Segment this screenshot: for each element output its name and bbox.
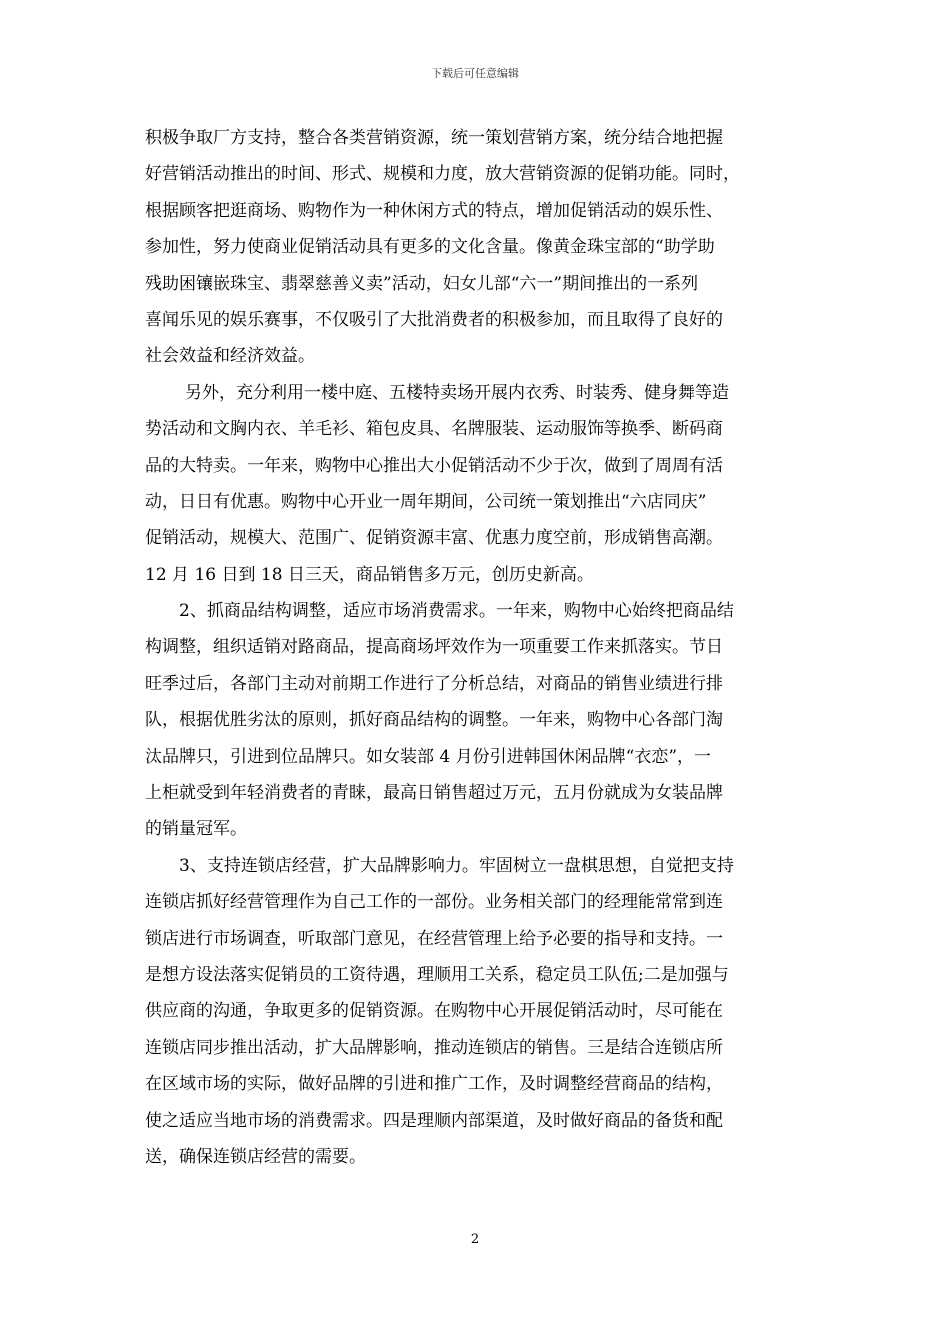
- text-line: 动，日日有优惠。购物中心开业一周年期间，公司统一策划推出“六店同庆”: [145, 491, 707, 512]
- paragraph-4: [145, 848, 805, 1176]
- text-line: 连锁店同步推出活动，扩大品牌影响，推动连锁店的销售。三是结合连锁店所: [145, 1037, 723, 1058]
- text-line: 品的大特卖。一年来，购物中心推出大小促销活动不少于次，做到了周周有活: [145, 455, 723, 476]
- text-line: 势活动和文胸内衣、羊毛衫、箱包皮具、名牌服装、运动服饰等换季、断码商: [145, 419, 723, 440]
- text-line: 参加性，努力使商业促销活动具有更多的文化含量。像黄金珠宝部的“助学助: [145, 237, 715, 258]
- text-line: 12 月 16 日到 18 日三天，商品销售多万元，创历史新高。: [145, 564, 594, 585]
- text-line: 喜闻乐见的娱乐赛事，不仅吸引了大批消费者的积极参加，而且取得了良好的: [145, 309, 723, 330]
- text-line: 残助困镶嵌珠宝、翡翠慈善义卖”活动，妇女儿部“六一”期间推出的一系列: [145, 273, 699, 294]
- text-line: 是想方设法落实促销员的工资待遇，理顺用工关系，稳定员工队伍;二是加强与: [145, 964, 729, 985]
- paragraph-3: [145, 593, 805, 848]
- text-line: 队，根据优胜劣汰的原则，抓好商品结构的调整。一年来，购物中心各部门淘: [145, 710, 723, 731]
- text-line: 上柜就受到年轻消费者的青睐，最高日销售超过万元，五月份就成为女装品牌: [145, 783, 723, 804]
- text-line: 锁店进行市场调查，听取部门意见，在经营管理上给予必要的指导和支持。一: [145, 928, 723, 949]
- paragraph-1: [145, 120, 805, 375]
- text-line: 使之适应当地市场的消费需求。四是理顺内部渠道，及时做好商品的备货和配: [145, 1110, 723, 1131]
- text-line: 积极争取厂方支持，整合各类营销资源，统一策划营销方案，统分结合地把握: [145, 128, 723, 148]
- text-line: 在区域市场的实际，做好品牌的引进和推广工作，及时调整经营商品的结构，: [145, 1074, 723, 1095]
- text-line: 供应商的沟通，争取更多的促销资源。在购物中心开展促销活动时，尽可能在: [145, 1001, 723, 1022]
- paragraph-2: [145, 375, 805, 593]
- text-line: 另外，充分利用一楼中庭、五楼特卖场开展内衣秀、时装秀、健身舞等造: [185, 382, 729, 403]
- document-body: [145, 120, 805, 1175]
- text-line: 的销量冠军。: [145, 819, 247, 840]
- text-line: 促销活动，规模大、范围广、促销资源丰富、优惠力度空前，形成销售高潮。: [145, 528, 723, 549]
- text-line: 旺季过后，各部门主动对前期工作进行了分析总结，对商品的销售业绩进行排: [145, 673, 723, 694]
- text-line: 连锁店抓好经营管理作为自己工作的一部份。业务相关部门的经理能常常到连: [145, 892, 723, 913]
- text-line: 好营销活动推出的时间、形式、规模和力度，放大营销资源的促销功能。同时，: [145, 164, 740, 185]
- page-number: 2: [470, 1232, 480, 1247]
- text-line: 2、抓商品结构调整，适应市场消费需求。一年来，购物中心始终把商品结: [179, 601, 734, 622]
- text-line: 构调整，组织适销对路商品，提高商场坪效作为一项重要工作来抓落实。节日: [145, 637, 723, 658]
- text-line: 3、支持连锁店经营，扩大品牌影响力。牢固树立一盘棋思想，自觉把支持: [179, 855, 734, 876]
- text-line: 根据顾客把逛商场、购物作为一种休闲方式的特点，增加促销活动的娱乐性、: [145, 200, 723, 221]
- page-header: 下载后可任意编辑: [431, 67, 519, 80]
- text-line: 社会效益和经济效益。: [145, 346, 315, 367]
- text-line: 汰品牌只，引进到位品牌只。如女装部 4 月份引进韩国休闲品牌“衣恋”，一: [145, 746, 712, 767]
- text-line: 送，确保连锁店经营的需要。: [145, 1146, 366, 1167]
